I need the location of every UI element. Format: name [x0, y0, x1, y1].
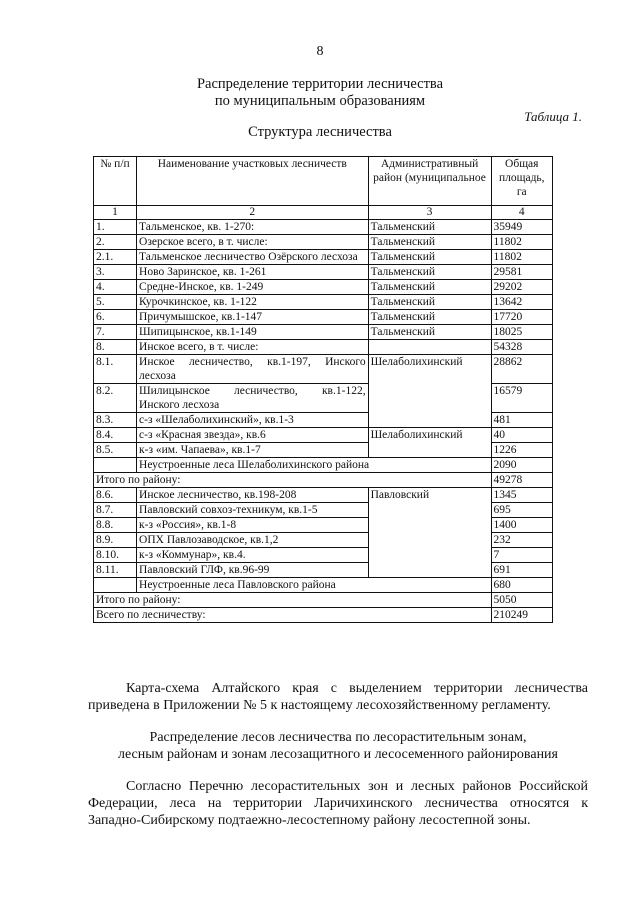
paragraph-zones-line-1: Согласно Перечню лесорастительных зон и лесных районов Российской: [126, 779, 588, 794]
row-area: 680: [491, 578, 552, 593]
row-num: [94, 458, 137, 473]
row-area: 35949: [491, 220, 552, 235]
row-area: 1400: [491, 518, 552, 533]
row-area: 1226: [491, 443, 552, 458]
row-area: 18025: [491, 325, 552, 340]
col-number: 1: [94, 206, 137, 220]
table-row: [94, 325, 553, 340]
total-row: [94, 608, 553, 623]
total-area: 210249: [491, 608, 552, 623]
paragraph-zones-line-3: Западно-Сибирскому подтаежно-лесостепному району лесостепной зоны.: [88, 813, 531, 828]
row-district: Тальменский: [368, 325, 491, 340]
row-name: Тальменское лесничество Озёрского лесхоза: [137, 250, 369, 265]
paragraph-map-line-1: Карта-схема Алтайского края с выделением территории лесничества: [126, 681, 588, 696]
row-area: 691: [491, 563, 552, 578]
row-district: Павловский: [368, 488, 491, 578]
table-row: [94, 355, 553, 384]
row-area: 13642: [491, 295, 552, 310]
table-row: [94, 458, 553, 473]
row-name: Средне-Инское, кв. 1-249: [137, 280, 369, 295]
row-num: 8.5.: [94, 443, 137, 458]
row-name: Инское лесничество, кв.1-197, Инского лесхоза: [137, 355, 369, 384]
row-area: 11802: [491, 235, 552, 250]
row-district: Тальменский: [368, 295, 491, 310]
row-num: 4.: [94, 280, 137, 295]
row-num: 8.9.: [94, 533, 137, 548]
table-row: [94, 295, 553, 310]
table-row: [94, 265, 553, 280]
row-num: 8.8.: [94, 518, 137, 533]
row-name: Озерское всего, в т. числе:: [137, 235, 369, 250]
row-name: Павловский ГЛФ, кв.96-99: [137, 563, 369, 578]
row-name: Неустроенные леса Павловского района: [137, 578, 491, 593]
row-area: 2090: [491, 458, 552, 473]
table-row: [94, 220, 553, 235]
row-district: Тальменский: [368, 220, 491, 235]
row-name: Ново Заринское, кв. 1-261: [137, 265, 369, 280]
table-row: [94, 340, 553, 355]
table-row: [94, 488, 553, 503]
row-num: 1.: [94, 220, 137, 235]
row-district: Тальменский: [368, 265, 491, 280]
header-name: Наименование участковых лесничеств: [137, 157, 369, 206]
row-name: Шилицынское лесничество, кв.1-122, Инского лесхоза: [137, 384, 369, 413]
row-area: 1345: [491, 488, 552, 503]
table-row: [94, 250, 553, 265]
table-row: [94, 310, 553, 325]
row-num: 8.3.: [94, 413, 137, 428]
column-number-row: [94, 206, 553, 220]
page-number: 8: [316, 44, 324, 59]
table-header-row: [94, 157, 553, 206]
row-name: Курочкинское, кв. 1-122: [137, 295, 369, 310]
row-name: к-з «Россия», кв.1-8: [137, 518, 369, 533]
structure-title: Структура лесничества: [248, 124, 392, 140]
row-area: 7: [491, 548, 552, 563]
row-area: 17720: [491, 310, 552, 325]
row-num: 8.6.: [94, 488, 137, 503]
subtotal-label: Итого по району:: [94, 593, 492, 608]
row-num: 5.: [94, 295, 137, 310]
row-name: Шипицынское, кв.1-149: [137, 325, 369, 340]
table-row: [94, 578, 553, 593]
row-district: Шелаболихинский: [368, 428, 491, 458]
header-area: Общая площадь, га: [491, 157, 552, 206]
row-name: Инское лесничество, кв.198-208: [137, 488, 369, 503]
page-title-line-2: по муниципальным образованиям: [214, 93, 426, 109]
subtotal-row: [94, 473, 553, 488]
total-label: Всего по лесничеству:: [94, 608, 492, 623]
row-district: [368, 340, 491, 355]
row-area: 5050: [491, 593, 552, 608]
row-num: 8.10.: [94, 548, 137, 563]
row-num: 8.: [94, 340, 137, 355]
row-area: 695: [491, 503, 552, 518]
paragraph-zones-line-2: Федерации, леса на территории Ларичихинского лесничества относятся к: [88, 796, 588, 811]
row-area: 16579: [491, 384, 552, 413]
row-area: 29202: [491, 280, 552, 295]
table-row: [94, 280, 553, 295]
row-area: 11802: [491, 250, 552, 265]
row-district: Тальменский: [368, 310, 491, 325]
page-title-line-1: Распределение территории лесничества: [196, 76, 444, 92]
row-num: 8.11.: [94, 563, 137, 578]
header-num: № п/п: [94, 157, 137, 206]
row-num: 3.: [94, 265, 137, 280]
row-area: 481: [491, 413, 552, 428]
section-heading-line-2: лесным районам и зонам лесозащитного и лесосеменного районирования: [118, 747, 558, 762]
forestry-structure-table: [93, 156, 553, 623]
row-area: 40: [491, 428, 552, 443]
row-name: ОПХ Павлозаводское, кв.1,2: [137, 533, 369, 548]
row-name: с-з «Шелаболихинский», кв.1-3: [137, 413, 369, 428]
table-row: [94, 235, 553, 250]
row-area: 232: [491, 533, 552, 548]
table-label: Таблица 1.: [524, 109, 582, 124]
row-num: [94, 578, 137, 593]
section-heading-line-1: Распределение лесов лесничества по лесорастительным зонам,: [149, 730, 527, 745]
row-num: 8.7.: [94, 503, 137, 518]
row-district: Тальменский: [368, 250, 491, 265]
row-name: к-з «Коммунар», кв.4.: [137, 548, 369, 563]
row-num: 2.: [94, 235, 137, 250]
header-district: Административный район (муниципальное: [368, 157, 491, 206]
subtotal-label: Итого по району:: [94, 473, 492, 488]
row-num: 8.4.: [94, 428, 137, 443]
row-num: 2.1.: [94, 250, 137, 265]
subtotal-row: [94, 593, 553, 608]
row-num: 6.: [94, 310, 137, 325]
row-district: Тальменский: [368, 235, 491, 250]
paragraph-map-line-2: приведена в Приложении № 5 к настоящему лесохозяйственному регламенту.: [88, 698, 551, 713]
row-name: с-з «Красная звезда», кв.6: [137, 428, 369, 443]
col-number: 4: [491, 206, 552, 220]
row-num: 8.2.: [94, 384, 137, 413]
row-name: Инское всего, в т. числе:: [137, 340, 369, 355]
row-name: Причумышское, кв.1-147: [137, 310, 369, 325]
row-name: Павловский совхоз-техникум, кв.1-5: [137, 503, 369, 518]
col-number: 3: [368, 206, 491, 220]
row-name: Тальменское, кв. 1-270:: [137, 220, 369, 235]
col-number: 2: [137, 206, 369, 220]
row-district: Тальменский: [368, 280, 491, 295]
row-area: 54328: [491, 340, 552, 355]
row-area: 29581: [491, 265, 552, 280]
row-num: 8.1.: [94, 355, 137, 384]
row-area: 49278: [491, 473, 552, 488]
row-area: 28862: [491, 355, 552, 384]
row-name: Неустроенные леса Шелаболихинского района: [137, 458, 491, 473]
table-row: [94, 428, 553, 443]
row-num: 7.: [94, 325, 137, 340]
row-district: Шелаболихинский: [368, 355, 491, 428]
row-name: к-з «им. Чапаева», кв.1-7: [137, 443, 369, 458]
